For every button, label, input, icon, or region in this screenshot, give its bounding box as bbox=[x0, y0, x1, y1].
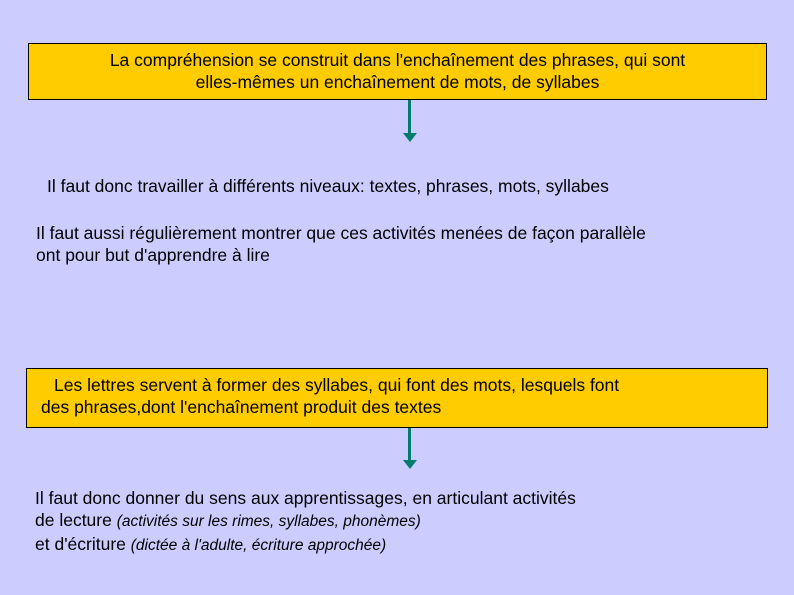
parallel-line-1: Il faut aussi régulièrement montrer que ces activités menées de façon parallèle bbox=[36, 223, 646, 243]
comprehension-line-1: La compréhension se construit dans l'enchaînement des phrases, qui sont bbox=[109, 50, 686, 70]
parallel-activities-text bbox=[36, 222, 646, 266]
reading-label: de lecture bbox=[35, 510, 112, 530]
comprehension-box bbox=[28, 43, 767, 100]
parallel-line-2: ont pour but d'apprendre à lire bbox=[36, 245, 270, 265]
letters-box bbox=[26, 368, 768, 428]
letters-line-2: des phrases,dont l'enchaînement produit des textes bbox=[41, 397, 442, 417]
down-arrow-icon bbox=[403, 428, 417, 470]
meaning-line-2 bbox=[35, 509, 576, 533]
comprehension-line-2: elles-mêmes un enchaînement de mots, de syllabes bbox=[195, 72, 600, 92]
writing-note: (dictée à l'adulte, écriture approchée) bbox=[130, 537, 387, 554]
down-arrow-icon bbox=[403, 100, 417, 143]
meaning-text bbox=[35, 487, 576, 557]
meaning-line-1: Il faut donc donner du sens aux apprentissages, en articulant activités bbox=[35, 488, 576, 508]
meaning-line-3 bbox=[35, 533, 576, 557]
reading-note: (activités sur les rimes, syllabes, phonèmes) bbox=[116, 513, 421, 530]
letters-line-1: Les lettres servent à former des syllabes, qui font des mots, lesquels font bbox=[54, 375, 620, 395]
writing-label: et d'écriture bbox=[35, 534, 126, 554]
levels-text: Il faut donc travailler à différents niveaux: textes, phrases, mots, syllabes bbox=[47, 176, 609, 196]
